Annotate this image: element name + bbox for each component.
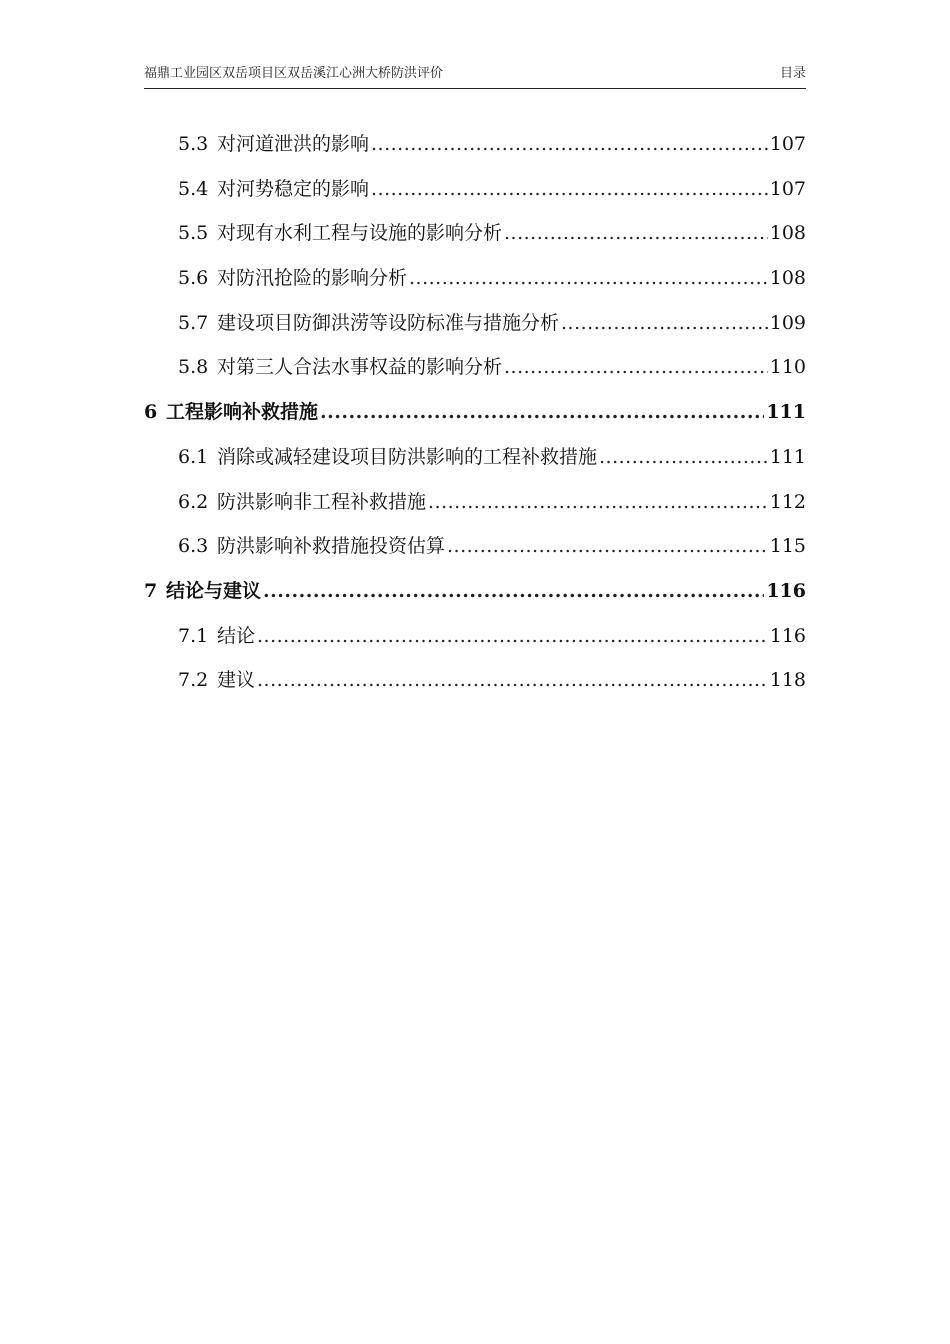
toc-leader-dots — [599, 435, 768, 480]
toc-entry-title: 防洪影响补救措施投资估算 — [217, 535, 446, 558]
toc-entry-title: 防洪影响非工程补救措施 — [217, 490, 427, 513]
toc-entry-number: 7.1 — [178, 624, 209, 647]
toc-entry-6-2[interactable] — [144, 480, 806, 525]
toc-leader-dots — [320, 390, 764, 435]
toc-chapter-7[interactable] — [144, 569, 806, 614]
toc-leader-dots — [504, 345, 768, 390]
toc-entry-6-3[interactable] — [144, 524, 806, 569]
toc-entry-number: 5.4 — [178, 177, 209, 200]
toc-leader-dots — [409, 256, 768, 301]
toc-entry-number: 6.1 — [178, 445, 209, 468]
toc-leader-dots — [428, 480, 768, 525]
toc-leader-dots — [263, 569, 764, 614]
toc-chapter-title: 工程影响补救措施 — [166, 401, 319, 424]
toc-entry-page: 108 — [769, 267, 806, 290]
toc-entry-5-8[interactable] — [144, 345, 806, 390]
toc-chapter-6[interactable] — [144, 390, 806, 435]
toc-chapter-page: 111 — [766, 401, 806, 424]
toc-entry-title: 建议 — [217, 669, 256, 692]
toc-entry-5-3[interactable] — [144, 122, 806, 167]
toc-entry-page: 118 — [769, 669, 806, 692]
header-section-label: 目录 — [779, 66, 806, 81]
toc-entry-title: 对第三人合法水事权益的影响分析 — [217, 356, 503, 379]
toc-entry-title: 对河势稳定的影响 — [217, 177, 370, 200]
toc-leader-dots — [504, 211, 768, 256]
toc-leader-dots — [371, 122, 768, 167]
toc-entry-number: 5.8 — [178, 356, 209, 379]
toc-entry-page: 115 — [769, 535, 806, 558]
toc-chapter-page: 116 — [766, 579, 806, 602]
toc-entry-number: 5.3 — [178, 133, 209, 155]
toc-entry-title: 对现有水利工程与设施的影响分析 — [217, 222, 503, 245]
toc-leader-dots — [257, 658, 768, 703]
toc-entry-title: 对防汛抢险的影响分析 — [217, 267, 408, 290]
toc-entry-page: 111 — [769, 445, 806, 468]
toc-entry-page: 116 — [769, 624, 806, 647]
toc-entry-6-1[interactable] — [144, 435, 806, 480]
header-document-title: 福鼎工业园区双岳项目区双岳溪江心洲大桥防洪评价 — [144, 66, 444, 81]
toc-entry-page: 108 — [769, 222, 806, 245]
table-of-contents — [144, 122, 806, 703]
toc-entry-title: 结论 — [217, 624, 256, 647]
toc-entry-page: 107 — [769, 133, 806, 155]
page-header — [144, 62, 806, 89]
toc-entry-5-4[interactable] — [144, 167, 806, 212]
toc-entry-5-5[interactable] — [144, 211, 806, 256]
toc-entry-number: 5.6 — [178, 267, 209, 290]
toc-chapter-number: 7 — [144, 579, 158, 602]
toc-leader-dots — [561, 301, 768, 346]
toc-entry-title: 对河道泄洪的影响 — [217, 133, 370, 155]
toc-entry-number: 7.2 — [178, 669, 209, 692]
toc-leader-dots — [371, 167, 768, 212]
toc-entry-number: 5.7 — [178, 311, 209, 334]
toc-entry-number: 6.2 — [178, 490, 209, 513]
toc-leader-dots — [447, 524, 768, 569]
toc-entry-number: 6.3 — [178, 535, 209, 558]
toc-entry-number: 5.5 — [178, 222, 209, 245]
toc-chapter-title: 结论与建议 — [166, 579, 262, 602]
toc-entry-7-2[interactable] — [144, 658, 806, 703]
toc-entry-page: 112 — [769, 490, 806, 513]
toc-entry-page: 109 — [769, 311, 806, 334]
toc-leader-dots — [257, 614, 768, 659]
toc-chapter-number: 6 — [144, 401, 158, 424]
toc-entry-5-6[interactable] — [144, 256, 806, 301]
toc-entry-5-7[interactable] — [144, 301, 806, 346]
toc-entry-page: 110 — [769, 356, 806, 379]
toc-entry-title: 建设项目防御洪涝等设防标准与措施分析 — [217, 311, 560, 334]
toc-entry-page: 107 — [769, 177, 806, 200]
toc-entry-7-1[interactable] — [144, 614, 806, 659]
toc-entry-title: 消除或减轻建设项目防洪影响的工程补救措施 — [217, 445, 598, 468]
